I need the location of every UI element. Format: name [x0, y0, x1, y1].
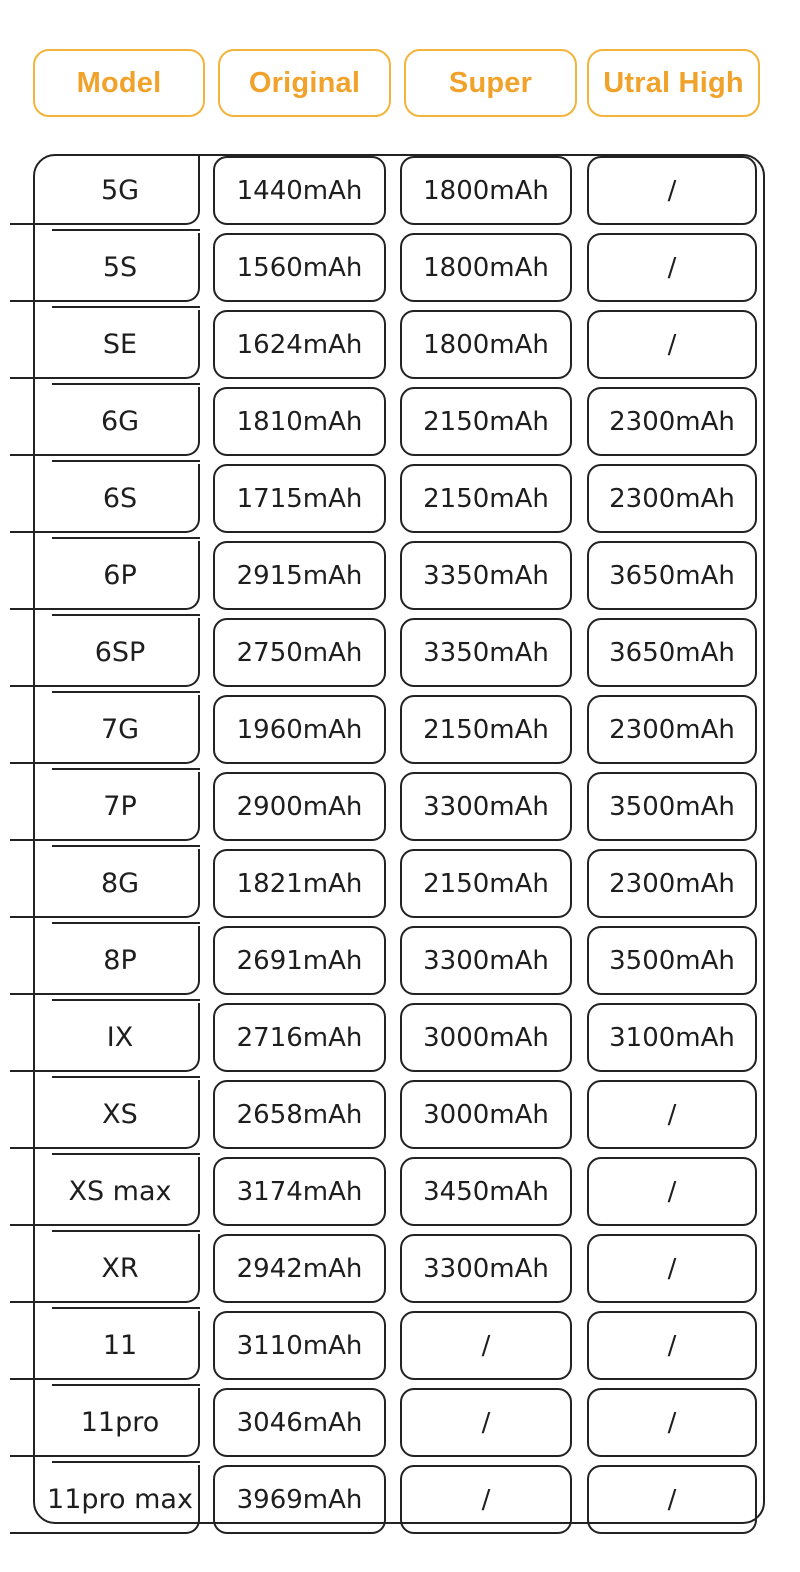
model-cell-text: 5S: [102, 252, 138, 283]
model-cell-text: 8P: [103, 945, 137, 976]
original-cell: [213, 229, 386, 306]
super-cell: [400, 1307, 572, 1384]
model-cell: [40, 845, 200, 922]
table-row: [0, 768, 800, 845]
model-cell-text: XR: [101, 1253, 139, 1284]
super-cell: [400, 1384, 572, 1461]
original-cell: [213, 1384, 386, 1461]
super-cell: [400, 460, 572, 537]
ultra-high-cell-text: 3500mAh: [609, 945, 735, 976]
original-cell-text: 2942mAh: [236, 1253, 363, 1284]
super-cell-text: 1800mAh: [423, 329, 549, 360]
original-cell: [213, 537, 386, 614]
super-cell: [400, 537, 572, 614]
ultra-high-cell: [587, 229, 757, 306]
model-cell-text: 11pro: [80, 1407, 160, 1438]
model-cell: [40, 1384, 200, 1461]
model-cell: [40, 1230, 200, 1307]
table-row: [0, 1307, 800, 1384]
ultra-high-cell: [587, 1076, 757, 1153]
model-cell: [40, 614, 200, 691]
original-cell: [213, 460, 386, 537]
super-cell: [400, 922, 572, 999]
model-cell: [40, 1307, 200, 1384]
ultra-high-cell: [587, 383, 757, 460]
model-cell: [40, 922, 200, 999]
ultra-high-cell-text: 3500mAh: [609, 791, 735, 822]
table-row: [0, 691, 800, 768]
model-cell-text: 7P: [103, 791, 137, 822]
original-cell-text: 3969mAh: [236, 1484, 363, 1515]
super-cell: [400, 1076, 572, 1153]
super-cell: [400, 152, 572, 229]
ultra-high-cell: [587, 1153, 757, 1230]
table-row: [0, 922, 800, 999]
model-cell: [40, 1076, 200, 1153]
super-cell-text: 3000mAh: [423, 1022, 549, 1053]
super-cell: [400, 845, 572, 922]
original-cell: [213, 306, 386, 383]
model-cell-text: 11pro max: [47, 1484, 193, 1515]
model-cell: [40, 1153, 200, 1230]
original-cell-text: 1715mAh: [236, 483, 363, 514]
row-divider: [52, 614, 200, 616]
row-divider: [52, 460, 200, 462]
super-cell-text: /: [481, 1330, 491, 1361]
super-cell: [400, 229, 572, 306]
ultra-high-cell-text: /: [667, 1330, 677, 1361]
row-divider: [52, 537, 200, 539]
original-cell: [213, 691, 386, 768]
ultra-high-cell-text: 3100mAh: [609, 1022, 735, 1053]
row-divider: [52, 1076, 200, 1078]
header-model: Model: [33, 49, 205, 117]
row-divider: [52, 768, 200, 770]
header-original: Original: [218, 49, 391, 117]
super-cell-text: 3300mAh: [423, 945, 549, 976]
model-cell: [40, 999, 200, 1076]
model-cell: [40, 768, 200, 845]
model-cell: [40, 306, 200, 383]
original-cell: [213, 383, 386, 460]
super-cell: [400, 768, 572, 845]
ultra-high-cell-text: 3650mAh: [609, 637, 735, 668]
ultra-high-cell-text: /: [667, 1176, 677, 1207]
super-cell: [400, 999, 572, 1076]
ultra-high-cell: [587, 614, 757, 691]
ultra-high-cell: [587, 691, 757, 768]
model-cell-text: 6SP: [94, 637, 146, 668]
ultra-high-cell-text: /: [667, 252, 677, 283]
ultra-high-cell-text: /: [667, 1099, 677, 1130]
super-cell-text: 2150mAh: [423, 868, 549, 899]
header-ultra-high: Utral High: [587, 49, 760, 117]
table-row: [0, 537, 800, 614]
ultra-high-cell: [587, 922, 757, 999]
original-cell-text: 1810mAh: [236, 406, 363, 437]
model-cell: [40, 229, 200, 306]
table-row: [0, 1461, 800, 1538]
ultra-high-cell: [587, 999, 757, 1076]
model-cell: [40, 1461, 200, 1538]
original-cell: [213, 1153, 386, 1230]
ultra-high-cell: [587, 1384, 757, 1461]
super-cell-text: 3300mAh: [423, 1253, 549, 1284]
original-cell-text: 1821mAh: [236, 868, 363, 899]
row-divider: [52, 383, 200, 385]
ultra-high-cell-text: /: [667, 1484, 677, 1515]
super-cell-text: 1800mAh: [423, 252, 549, 283]
original-cell: [213, 614, 386, 691]
ultra-high-cell: [587, 845, 757, 922]
original-cell-text: 3174mAh: [236, 1176, 363, 1207]
super-cell-text: /: [481, 1407, 491, 1438]
original-cell-text: 1624mAh: [236, 329, 363, 360]
super-cell-text: 3350mAh: [423, 560, 549, 591]
super-cell-text: 3000mAh: [423, 1099, 549, 1130]
ultra-high-cell: [587, 1230, 757, 1307]
ultra-high-cell: [587, 1307, 757, 1384]
ultra-high-cell-text: 2300mAh: [609, 483, 735, 514]
table-row: [0, 306, 800, 383]
table-row: [0, 1153, 800, 1230]
header-super: Super: [404, 49, 577, 117]
original-cell-text: 2900mAh: [236, 791, 363, 822]
ultra-high-cell-text: /: [667, 175, 677, 206]
ultra-high-cell-text: 3650mAh: [609, 560, 735, 591]
original-cell-text: 1440mAh: [236, 175, 363, 206]
ultra-high-cell-text: /: [667, 1407, 677, 1438]
ultra-high-cell: [587, 1461, 757, 1538]
super-cell: [400, 306, 572, 383]
super-cell-text: 3300mAh: [423, 791, 549, 822]
table-row: [0, 460, 800, 537]
table-row: [0, 152, 800, 229]
row-divider: [52, 229, 200, 231]
model-cell-text: 5G: [100, 175, 140, 206]
ultra-high-cell-text: /: [667, 1253, 677, 1284]
original-cell-text: 2716mAh: [236, 1022, 363, 1053]
super-cell: [400, 383, 572, 460]
table-row: [0, 1384, 800, 1461]
super-cell-text: 2150mAh: [423, 406, 549, 437]
ultra-high-cell-text: 2300mAh: [609, 714, 735, 745]
original-cell-text: 2915mAh: [236, 560, 363, 591]
model-cell-text: XS max: [68, 1176, 172, 1207]
row-divider: [52, 999, 200, 1001]
model-cell-text: 6P: [103, 560, 137, 591]
super-cell: [400, 614, 572, 691]
model-cell-text: XS: [102, 1099, 138, 1130]
super-cell: [400, 1153, 572, 1230]
model-cell-text: 7G: [100, 714, 140, 745]
model-cell-text: 6S: [102, 483, 138, 514]
original-cell: [213, 999, 386, 1076]
ultra-high-cell: [587, 460, 757, 537]
row-divider: [52, 691, 200, 693]
ultra-high-cell: [587, 306, 757, 383]
model-cell: [40, 460, 200, 537]
original-cell: [213, 1076, 386, 1153]
super-cell-text: 3450mAh: [423, 1176, 549, 1207]
model-cell-text: IX: [106, 1022, 134, 1053]
ultra-high-cell: [587, 537, 757, 614]
table-row: [0, 614, 800, 691]
original-cell: [213, 922, 386, 999]
ultra-high-cell: [587, 152, 757, 229]
original-cell: [213, 768, 386, 845]
row-divider: [52, 1153, 200, 1155]
table-row: [0, 1076, 800, 1153]
model-cell: [40, 691, 200, 768]
table-row: [0, 845, 800, 922]
super-cell: [400, 1461, 572, 1538]
model-cell-text: SE: [102, 329, 138, 360]
table-row: [0, 1230, 800, 1307]
model-cell: [40, 152, 200, 229]
original-cell: [213, 1461, 386, 1538]
super-cell-text: 3350mAh: [423, 637, 549, 668]
ultra-high-cell: [587, 768, 757, 845]
model-cell: [40, 383, 200, 460]
row-divider: [52, 1307, 200, 1309]
original-cell-text: 2658mAh: [236, 1099, 363, 1130]
super-cell: [400, 1230, 572, 1307]
original-cell: [213, 1307, 386, 1384]
table-row: [0, 383, 800, 460]
original-cell: [213, 845, 386, 922]
super-cell: [400, 691, 572, 768]
original-cell-text: 1960mAh: [236, 714, 363, 745]
super-cell-text: /: [481, 1484, 491, 1515]
original-cell: [213, 1230, 386, 1307]
original-cell-text: 3110mAh: [236, 1330, 363, 1361]
original-cell: [213, 152, 386, 229]
original-cell-text: 1560mAh: [236, 252, 363, 283]
row-divider: [52, 1230, 200, 1232]
model-cell-text: 8G: [100, 868, 140, 899]
ultra-high-cell-text: 2300mAh: [609, 406, 735, 437]
model-cell-text: 11: [102, 1330, 138, 1361]
row-divider: [52, 306, 200, 308]
super-cell-text: 1800mAh: [423, 175, 549, 206]
table-row: [0, 999, 800, 1076]
model-cell: [40, 537, 200, 614]
model-cell-text: 6G: [100, 406, 140, 437]
row-divider: [52, 922, 200, 924]
row-divider: [52, 845, 200, 847]
table-row: [0, 229, 800, 306]
original-cell-text: 2750mAh: [236, 637, 363, 668]
super-cell-text: 2150mAh: [423, 483, 549, 514]
row-divider: [52, 1461, 200, 1463]
original-cell-text: 2691mAh: [236, 945, 363, 976]
original-cell-text: 3046mAh: [236, 1407, 363, 1438]
ultra-high-cell-text: /: [667, 329, 677, 360]
ultra-high-cell-text: 2300mAh: [609, 868, 735, 899]
super-cell-text: 2150mAh: [423, 714, 549, 745]
row-divider: [52, 1384, 200, 1386]
